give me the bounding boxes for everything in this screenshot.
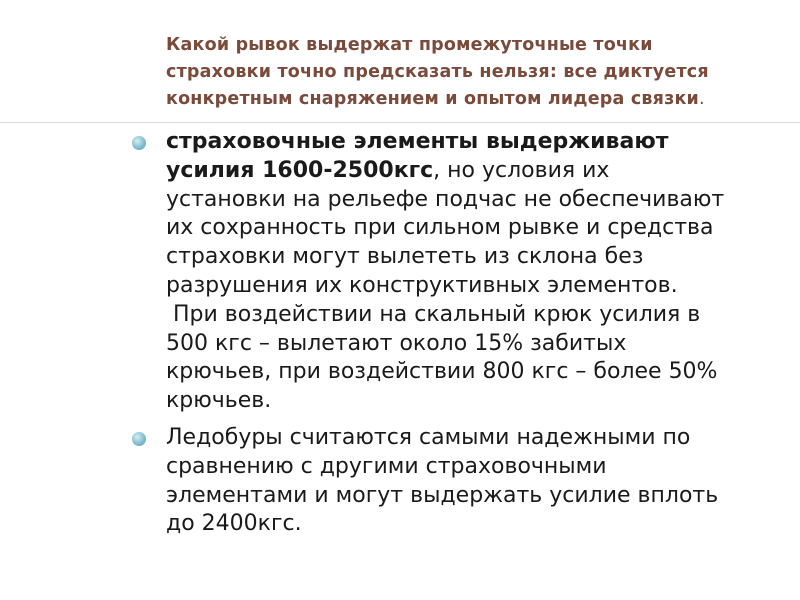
bullet-line: Ледобуры считаются самыми надежными по bbox=[166, 424, 691, 450]
bullet-line: установки на рельефе подчас не обеспечивают bbox=[166, 186, 725, 212]
bullet-line: сравнению с другими страховочными bbox=[166, 453, 607, 479]
bullet-item-ice-screws bbox=[128, 424, 780, 539]
bullet-line bbox=[166, 157, 780, 186]
title-divider bbox=[0, 122, 800, 123]
bullet-lead-line: усилия 1600-2500кгс bbox=[166, 157, 434, 183]
bullet-line-rest: , но условия их bbox=[433, 157, 610, 183]
slide-title bbox=[166, 32, 776, 113]
bullet-line: до 2400кгс. bbox=[166, 511, 302, 537]
bullet-line: разрушения их конструктивных элементов. bbox=[166, 272, 678, 298]
bullet-line: элементами и могут выдержать усилие вплоть bbox=[166, 482, 719, 508]
bullet-line: страховки могут вылететь из склона без bbox=[166, 244, 644, 270]
title-line-text: конкретным снаряжением и опытом лидера связки bbox=[166, 89, 700, 109]
title-line: страховки точно предсказать нельзя: все диктуется bbox=[166, 62, 709, 82]
bullet-line: их сохранность при сильном рывке и средства bbox=[166, 215, 714, 241]
bullet-lead-line: страховочные элементы выдерживают bbox=[166, 129, 669, 154]
title-line bbox=[166, 86, 776, 113]
bullet-line: При воздействии на скальный крюк усилия в bbox=[166, 301, 701, 327]
bullet-circle-icon bbox=[132, 136, 146, 150]
title-end-mark: . bbox=[699, 89, 705, 109]
bullet-circle-icon bbox=[132, 432, 146, 446]
bullet-line: крючьев, при воздействии 800 кгс – более 50% bbox=[166, 359, 718, 385]
title-line: Какой рывок выдержат промежуточные точки bbox=[166, 35, 653, 55]
bullet-line: 500 кгс – вылетают около 15% забитых bbox=[166, 330, 627, 356]
bullet-line: крючьев. bbox=[166, 388, 272, 414]
bullet-item-holding-force bbox=[128, 128, 780, 416]
bullet-list bbox=[128, 128, 780, 539]
